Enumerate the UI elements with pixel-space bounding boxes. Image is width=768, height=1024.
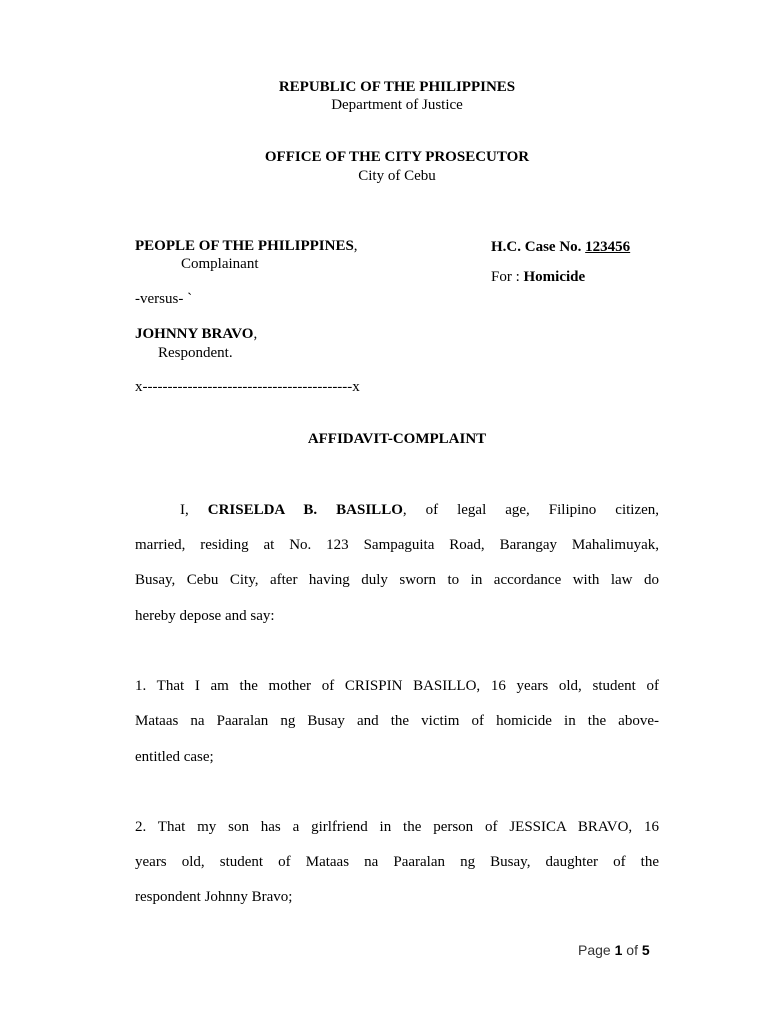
for-label: For : (491, 269, 520, 285)
intro-line-4: hereby depose and say: (135, 608, 275, 624)
case-label: H.C. Case No. (491, 239, 582, 255)
intro-line-2: married, residing at No. 123 Sampaguita Road, Barangay Mahalimuyak, (135, 537, 659, 553)
respondent-role: Respondent. (158, 345, 233, 361)
para1-line-2: Mataas na Paaralan ng Busay and the victim of homicide in the above- (135, 713, 659, 729)
republic-heading: REPUBLIC OF THE PHILIPPINES (278, 79, 516, 95)
respondent-line (135, 327, 257, 342)
respondent-comma: , (253, 326, 258, 342)
intro-line-1 (135, 503, 659, 518)
offense-line (491, 270, 585, 285)
intro-line-1-rest: , of legal age, Filipino citizen, (402, 502, 660, 518)
para2-line-3: respondent Johnny Bravo; (135, 889, 293, 905)
department-heading: Department of Justice (331, 97, 463, 113)
offense: Homicide (523, 269, 586, 285)
document-title: AFFIDAVIT-COMPLAINT (307, 431, 487, 447)
intro-line-3: Busay, Cebu City, after having duly sworn to in accordance with law do (135, 572, 659, 588)
caption-separator: x------------------------------------------x (135, 379, 360, 395)
of-label: of (626, 942, 638, 958)
office-heading: OFFICE OF THE CITY PROSECUTOR (264, 149, 530, 165)
current-page: 1 (614, 942, 623, 958)
para2-line-1: 2. That my son has a girlfriend in the person of JESSICA BRAVO, 16 (135, 819, 659, 835)
para2-line-2: years old, student of Mataas na Paaralan ng Busay, daughter of the (135, 854, 659, 870)
para1-line-3: entitled case; (135, 749, 214, 765)
respondent-name: JOHNNY BRAVO (135, 326, 254, 342)
complainant-comma: , (353, 238, 358, 254)
intro-prefix: I, (180, 502, 189, 518)
page-label: Page (578, 942, 611, 958)
complainant-name: PEOPLE OF THE PHILIPPINES (135, 238, 354, 254)
case-number-line (491, 240, 630, 255)
complainant-line (135, 239, 358, 254)
page-indicator (578, 942, 650, 958)
case-number: 123456 (585, 239, 631, 255)
city-heading: City of Cebu (358, 168, 436, 184)
total-pages: 5 (641, 942, 650, 958)
complainant-role: Complainant (181, 256, 259, 272)
para1-line-1: 1. That I am the mother of CRISPIN BASILLO, 16 years old, student of (135, 678, 659, 694)
affiant-name: CRISELDA B. BASILLO (207, 502, 403, 518)
versus-label: -versus- ` (135, 291, 193, 307)
